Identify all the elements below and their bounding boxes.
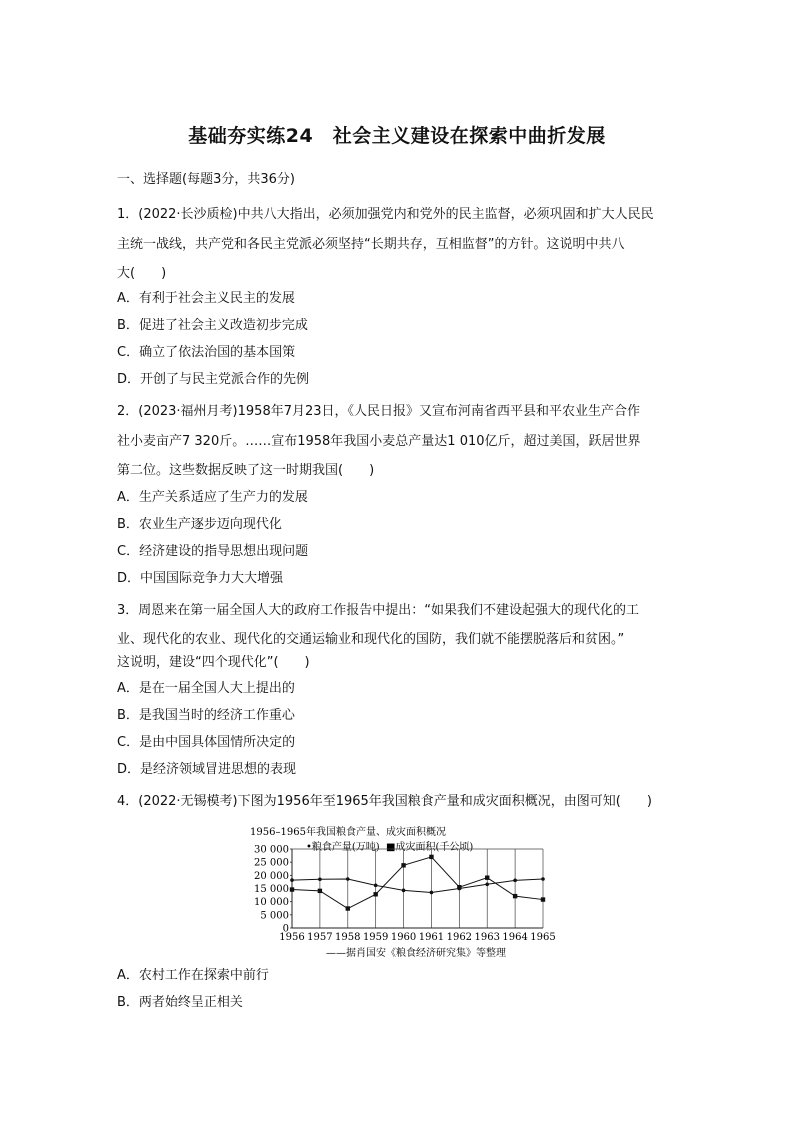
disaster-area-point: [373, 892, 377, 896]
q3-option-a: A．是在一届全国人大上提出的: [117, 681, 295, 696]
legend-grain-output: •粮食产量(万吨): [306, 842, 380, 853]
disaster-area-point: [429, 855, 433, 859]
q2-option-a: A．生产关系适应了生产力的发展: [117, 490, 308, 505]
y-tick-label: 25 000: [254, 857, 289, 869]
q1-stem-line-3: 大( ): [117, 266, 167, 281]
grain-output-point: [374, 884, 378, 888]
q3-option-d: D．是经济领域冒进思想的表现: [117, 762, 297, 777]
x-tick-label: 1960: [390, 932, 417, 943]
q2-stem-line-1: 2．(2023·福州月考)1958年7月23日，《人民日报》又宣布河南省西平县和平农业生产合作: [117, 404, 641, 419]
q2-option-c: C．经济建设的指导思想出现问题: [117, 544, 309, 559]
chart-source-note: ——据肖国安《粮食经济研究集》等整理: [326, 948, 506, 959]
y-tick-label: 30 000: [254, 844, 289, 856]
grain-output-line: [292, 879, 543, 892]
q2-option-b: B．农业生产逐步迈向现代化: [117, 517, 282, 532]
q1-stem-line-2: 主统一战线，共产党和各民主党派必须坚持“长期共存，互相监督”的方针。这说明中共八: [117, 237, 625, 252]
y-tick-label: 5 000: [260, 910, 289, 922]
q3-stem-line-3: 这说明，建设“四个现代化”( ): [117, 655, 310, 670]
q1-option-d: D．开创了与民主党派合作的先例: [117, 372, 310, 387]
grain-output-point: [402, 889, 406, 893]
grain-output-point: [513, 879, 517, 883]
q3-option-b: B．是我国当时的经济工作重心: [117, 708, 295, 723]
section-heading: 一、选择题(每题3分，共36分): [117, 172, 295, 187]
disaster-area-point: [346, 906, 350, 910]
x-tick-label: 1965: [530, 932, 556, 943]
q3-stem-line-1: 3．周恩来在第一届全国人大的政府工作报告中提出：“如果我们不建设起强大的现代化的工: [117, 603, 640, 618]
grain-output-point: [346, 877, 350, 881]
q1-option-a: A．有利于社会主义民主的发展: [117, 291, 295, 306]
q2-stem-line-3: 第二位。这些数据反映了这一时期我国( ): [117, 463, 375, 478]
q2-option-d: D．中国国际竞争力大大增强: [117, 571, 284, 586]
grain-output-point: [290, 878, 294, 882]
q1-stem-line-1: 1．(2022·长沙质检)中共八大指出，必须加强党内和党外的民主监督，必须巩固和扩大人民民: [117, 207, 654, 222]
x-tick-label: 1958: [335, 932, 361, 943]
disaster-area-point: [485, 876, 489, 880]
disaster-area-point: [318, 889, 322, 893]
grain-output-point: [485, 882, 489, 886]
grain-disaster-line-chart: [236, 823, 556, 963]
x-tick-label: 1963: [474, 932, 500, 943]
x-tick-label: 1964: [502, 932, 528, 943]
y-tick-label: 20 000: [254, 870, 289, 882]
q4-option-a: A．农村工作在探索中前行: [117, 968, 269, 983]
disaster-area-line: [292, 857, 543, 909]
y-tick-label: 10 000: [254, 897, 289, 909]
disaster-area-point: [401, 863, 405, 867]
grain-output-point: [430, 891, 434, 895]
disaster-area-point: [457, 885, 461, 889]
q3-stem-line-2: 业、现代化的农业、现代化的交通运输业和现代化的国防，我们就不能摆脱落后和贫困。”: [117, 632, 625, 647]
grain-output-point: [541, 877, 545, 881]
y-tick-label: 0: [282, 923, 289, 935]
q4-option-b: B．两者始终呈正相关: [117, 995, 243, 1010]
disaster-area-point: [513, 894, 517, 898]
x-tick-label: 1961: [418, 932, 445, 943]
q1-option-b: B．促进了社会主义改造初步完成: [117, 318, 308, 333]
grain-output-point: [318, 877, 322, 881]
x-tick-label: 1962: [446, 932, 473, 943]
chart-title: 1956–1965年我国粮食产量、成灾面积概况: [250, 827, 446, 838]
page-title: 基础夯实练24 社会主义建设在探索中曲折发展: [188, 125, 606, 147]
disaster-area-point: [541, 897, 545, 901]
q3-option-c: C．是由中国具体国情所决定的: [117, 735, 296, 750]
x-tick-label: 1956: [279, 932, 305, 943]
q1-option-c: C．确立了依法治国的基本国策: [117, 345, 296, 360]
q2-stem-line-2: 社小麦亩产7 320斤。……宣布1958年我国小麦总产量达1 010亿斤，超过美国，跃居世界: [117, 434, 641, 449]
q4-stem-line-1: 4．(2022·无锡模考)下图为1956年至1965年我国粮食产量和成灾面积概况，由图可知( ): [117, 794, 652, 809]
y-tick-label: 15 000: [254, 884, 289, 895]
legend-disaster-area: ■成灾面积(千公顷): [386, 842, 474, 853]
x-tick-label: 1959: [362, 932, 389, 943]
x-tick-label: 1957: [307, 932, 333, 943]
disaster-area-point: [290, 887, 294, 891]
chart-plot-area: [254, 845, 556, 944]
